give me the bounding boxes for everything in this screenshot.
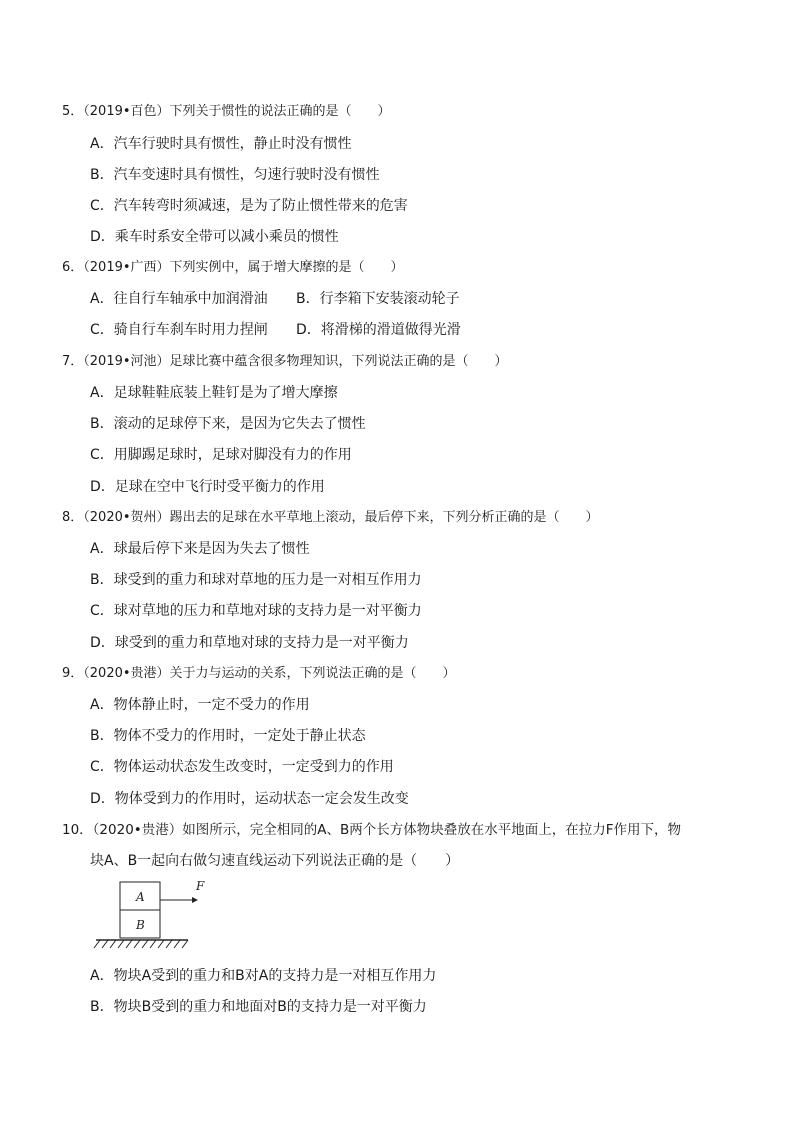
block-b-label: B xyxy=(136,918,145,932)
force-label: F xyxy=(196,879,205,893)
question-9-option-b: B．物体不受力的作用时，一定处于静止状态 xyxy=(90,728,366,744)
block-a-label: A xyxy=(136,890,145,904)
question-9-option-d: D．物体受到力的作用时，运动状态一定会发生改变 xyxy=(90,791,409,807)
ground-hatching xyxy=(94,940,188,948)
question-8-stem: 8．（2020•贺州）踢出去的足球在水平草地上滚动，最后停下来，下列分析正确的是（ ） xyxy=(62,510,599,525)
question-9-option-c: C．物体运动状态发生改变时，一定受到力的作用 xyxy=(90,759,394,775)
question-6-option-d: D．将滑梯的滑道做得光滑 xyxy=(296,322,461,338)
question-8-option-b: B．球受到的重力和球对草地的压力是一对相互作用力 xyxy=(90,572,422,588)
question-9-stem: 9．（2020•贵港）关于力与运动的关系，下列说法正确的是（ ） xyxy=(62,666,456,681)
question-9-option-a: A．物体静止时，一定不受力的作用 xyxy=(90,697,310,713)
question-6-stem: 6．（2019•广西）下列实例中，属于增大摩擦的是（ ） xyxy=(62,260,404,275)
question-5-option-c: C．汽车转弯时须减速，是为了防止惯性带来的危害 xyxy=(90,198,408,214)
question-7-option-b: B．滚动的足球停下来，是因为它失去了惯性 xyxy=(90,416,366,432)
question-5-option-a: A．汽车行驶时具有惯性，静止时没有惯性 xyxy=(90,136,352,152)
force-arrow-head xyxy=(192,897,198,903)
question-5-stem: 5．（2019•百色）下列关于惯性的说法正确的是（ ） xyxy=(62,104,391,119)
question-5-option-d: D．乘车时系安全带可以减小乘员的惯性 xyxy=(90,229,339,245)
question-10-option-b: B．物块B受到的重力和地面对B的支持力是一对平衡力 xyxy=(90,999,427,1015)
question-6-option-c: C．骑自行车刹车时用力捏闸 xyxy=(90,322,268,338)
question-6-option-b: B．行李箱下安装滚动轮子 xyxy=(296,291,460,307)
question-7-option-c: C．用脚踢足球时，足球对脚没有力的作用 xyxy=(90,447,352,463)
question-7-option-d: D．足球在空中飞行时受平衡力的作用 xyxy=(90,479,325,495)
question-8-option-d: D．球受到的重力和草地对球的支持力是一对平衡力 xyxy=(90,635,409,651)
question-7-stem: 7．（2019•河池）足球比赛中蕴含很多物理知识，下列说法正确的是（ ） xyxy=(62,354,508,369)
question-10-option-a: A．物块A受到的重力和B对A的支持力是一对相互作用力 xyxy=(90,968,437,984)
question-8-option-a: A．球最后停下来是因为失去了惯性 xyxy=(90,541,310,557)
question-10-stem: 10．（2020•贵港）如图所示，完全相同的A、B两个长方体物块叠放在水平地面上，在拉力F作用下，物 xyxy=(62,822,682,838)
question-8-option-c: C．球对草地的压力和草地对球的支持力是一对平衡力 xyxy=(90,603,422,619)
question-10-stem-continued: 块A、B一起向右做匀速直线运动下列说法正确的是（ ） xyxy=(90,853,460,869)
question-7-option-a: A．足球鞋鞋底装上鞋钉是为了增大摩擦 xyxy=(90,385,338,401)
stacked-blocks-figure xyxy=(92,874,222,956)
question-6-option-a: A．往自行车轴承中加润滑油 xyxy=(90,291,268,307)
question-5-option-b: B．汽车变速时具有惯性，匀速行驶时没有惯性 xyxy=(90,167,380,183)
